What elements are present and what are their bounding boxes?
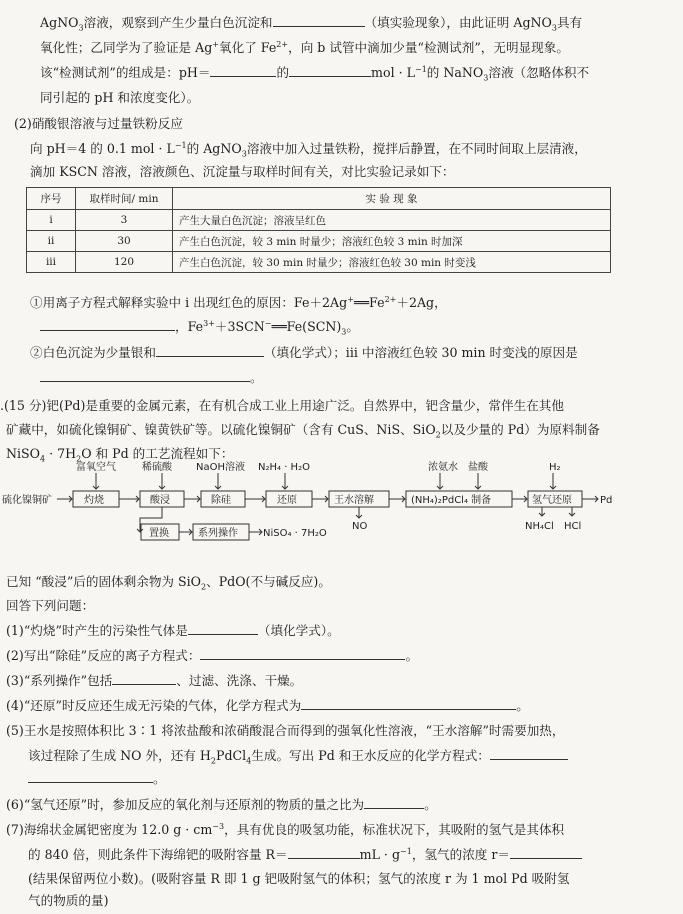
blank	[273, 14, 365, 27]
column-header: 实 验 现 象	[173, 188, 611, 210]
table-cell: 3	[76, 210, 173, 231]
step-label: 除硅	[211, 495, 231, 506]
blank	[200, 647, 405, 660]
table-cell: iii	[27, 252, 76, 273]
text-line: (4)“还原”时反应还生成无污染的气体，化学方程式为 。	[6, 698, 529, 713]
blank	[40, 318, 175, 331]
process-start: 硫化镍铜矿	[2, 495, 52, 506]
table-cell: 120	[76, 252, 173, 273]
experiment-table	[26, 187, 611, 273]
text-line: (7)海绵状金属钯密度为 12.0 $g \cdot cm^{-3}$，具有优良的吸氢功能，标准状况下，其吸附的氢气是其体积	[6, 821, 565, 837]
table-cell: 产生白色沉淀，较 3 min 时量少；溶液红色较 3 min 时加深	[173, 231, 611, 252]
text-line: 该过程除了生成 NO 外，还有 $H_2PdCl_4$生成。写出 Pd 和王水反应的化学方程式：	[28, 747, 568, 765]
process-end: Pd	[600, 495, 613, 506]
reagent-label: N₂H₄ · H₂O	[258, 462, 310, 473]
reagent-label: NaOH溶液	[196, 462, 245, 473]
step-label: (NH₄)₂PdCl₄ 制备	[411, 495, 492, 506]
text-line: 滴加 KSCN 溶液，溶液颜色、沉淀量与取样时间有关，对比实验记录如下：	[30, 164, 455, 179]
step-label: 氢气还原	[532, 495, 572, 506]
text-line: (结果保留两位小数)。(吸附容量 R 即 1 g 钯吸附氢气的体积；氢气的浓度 r 为 1 mol Pd 吸附氢	[28, 871, 570, 886]
column-header: 取样时间/ min	[76, 188, 173, 210]
text-line: (3)“系列操作”包括 、过滤、洗涤、干燥。	[6, 673, 303, 688]
text-line: 同引起的 pH 和浓度变化）。	[40, 90, 200, 105]
byproduct-label: NH₄Cl	[525, 521, 554, 532]
text-line: 气的物质的量)	[28, 893, 109, 908]
table-cell: 30	[76, 231, 173, 252]
blank	[490, 747, 568, 760]
text-line: (2)写出“除硅”反应的离子方程式： 。	[6, 648, 419, 663]
byproduct-label: HCl	[564, 521, 582, 532]
text-line: .(15 分)钯(Pd)是重要的金属元素，在有机合成工业上用途广泛。自然界中，钯含量少，常伴生在其他	[0, 398, 564, 413]
table-row	[27, 231, 611, 252]
blank	[301, 697, 516, 710]
product-label: NiSO₄ · 7H₂O	[263, 528, 327, 539]
blank	[210, 64, 276, 77]
text-line: 矿藏中，如硫化镍铜矿、镍黄铁矿等。以硫化镍铜矿（含有 CuS、NiS、SiO$_2$以及少量的 Pd）为原料制备	[6, 422, 600, 440]
table-cell: i	[27, 210, 76, 231]
reagent-label: 富氧空气	[76, 462, 116, 473]
blank	[40, 369, 250, 382]
table-cell: 产生大量白色沉淀；溶液呈红色	[173, 210, 611, 231]
text-line: 该“检测试剂”的组成是：pH＝ 的 mol · $L^{-1}$的 NaNO$_3$溶液（忽略体积不	[40, 64, 590, 83]
table-cell: 产生白色沉淀，较 30 min 时量少；溶液红色较 30 min 时变浅	[173, 252, 611, 273]
reagent-label: 稀硫酸	[142, 462, 172, 473]
text-line: ①用离子方程式解释实验中 i 出现红色的原因：$Fe+2Ag^+══Fe^{2+}+2Ag$，	[30, 294, 447, 310]
text-line: 。	[40, 369, 263, 387]
table-header-row	[27, 188, 611, 210]
text-line: ②白色沉淀为少量银和 （填化学式）；iii 中溶液红色较 30 min 时变浅的原因是	[30, 345, 578, 360]
blank	[28, 770, 153, 783]
table-row	[27, 252, 611, 273]
blank	[188, 622, 258, 635]
text-line: 。	[28, 770, 166, 788]
step-label: 酸浸	[150, 495, 170, 506]
text-line: NiSO$_4$ · $7H_2O$ 和 Pd 的工艺流程如下：	[6, 446, 234, 464]
reagent-label: 盐酸	[468, 462, 488, 473]
text-line: ，$Fe^{3+}+3SCN^-══Fe(SCN)_3$。	[40, 318, 359, 336]
table-row	[27, 210, 611, 231]
blank	[112, 672, 176, 685]
blank	[289, 64, 371, 77]
table-cell: ii	[27, 231, 76, 252]
section-title: (2)硝酸银溶液与过量铁粉反应	[14, 116, 183, 131]
text-line: 向 pH＝4 的 0.1 mol · $L^{-1}$的 AgNO$_3$溶液中加入过量铁粉，搅拌后静置，在不同时间取上层清液，	[30, 140, 587, 159]
blank	[364, 796, 424, 809]
blank	[288, 846, 360, 859]
text-line: AgNO$_3$溶液，观察到产生少量白色沉淀和 （填实验现象），由此证明 AgNO$_3$具有	[40, 15, 583, 33]
text-line: 氧化性；乙同学为了验证是 Ag+氧化了 $Fe^{2+}$，向 b 试管中滴加少量“检测试剂”，无明显现象。	[40, 39, 569, 55]
text-line: (1)“灼烧”时产生的污染性气体是 （填化学式）。	[6, 623, 340, 638]
text-line: 回答下列问题：	[6, 598, 95, 613]
step-label: 系列操作	[198, 528, 238, 539]
reagent-label: 浓氨水	[428, 462, 458, 473]
text-line: (6)“氢气还原”时，参加反应的氧化剂与还原剂的物质的量之比为 。	[6, 797, 437, 812]
text-line: 已知 “酸浸”后的固体剩余物为 SiO$_2$、PdO(不与碱反应)。	[6, 574, 331, 592]
byproduct-label: NO	[352, 521, 368, 532]
blank	[156, 344, 264, 357]
process-flowchart	[0, 458, 683, 548]
step-label: 还原	[277, 495, 297, 506]
text-line: (5)王水是按照体积比 3∶1 将浓盐酸和浓硝酸混合而得到的强氧化性溶液，“王水溶解”时需要加热，	[6, 723, 565, 738]
text-line: 的 840 倍，则此条件下海绵钯的吸附容量 R＝ mL · $g^{-1}$，氢气的浓度 r＝	[28, 846, 582, 864]
step-label: 王水溶解	[334, 495, 374, 506]
column-header: 序号	[27, 188, 76, 210]
step-label: 置换	[149, 528, 169, 539]
blank	[510, 846, 582, 859]
reagent-label: H₂	[549, 462, 561, 473]
step-label: 灼烧	[84, 495, 104, 506]
